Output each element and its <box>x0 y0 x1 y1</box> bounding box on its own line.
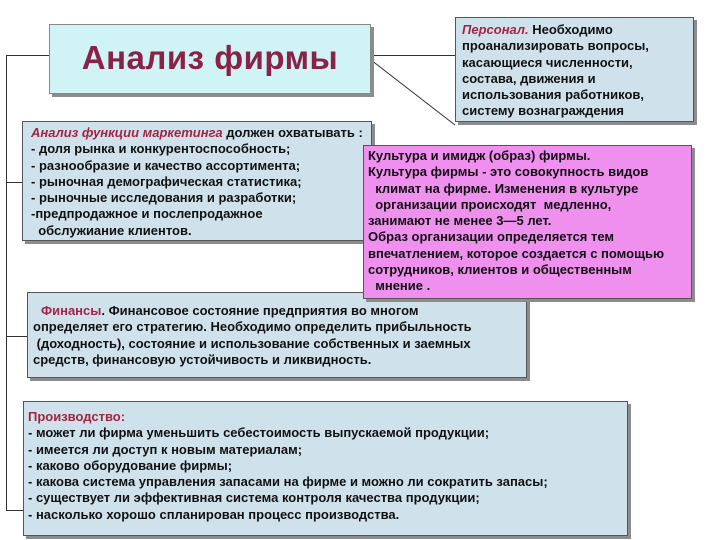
culture-line: сотрудников, клиентов и общественным <box>368 262 632 278</box>
personnel-line: Необходимо <box>528 22 613 37</box>
marketing-line: -предпродажное и послепродажное <box>31 206 263 222</box>
marketing-label: Анализ функции маркетинга <box>31 125 223 140</box>
finance-line: (доходность), состояние и использование собственных и заемных <box>33 335 471 351</box>
production-line: - имеется ли доступ к новым материалам; <box>28 441 303 457</box>
culture-line: мнение . <box>368 278 431 294</box>
personnel-line: проанализировать вопросы, <box>462 38 649 54</box>
marketing-line: обслужиание клиентов. <box>31 222 192 238</box>
culture-box <box>363 145 692 299</box>
title-box <box>49 24 371 94</box>
marketing-line: - рыночная демографическая статистика; <box>31 173 302 189</box>
culture-line: впечатлением, которое создается с помощью <box>368 245 665 261</box>
culture-text <box>368 148 687 295</box>
culture-line: Культура фирмы - это совокупность видов <box>368 164 649 180</box>
marketing-intro: должен охватывать : <box>222 125 363 140</box>
marketing-line: - доля рынка и конкурентоспособность; <box>31 141 291 157</box>
finance-box <box>27 292 527 378</box>
production-text <box>28 409 623 523</box>
finance-line: средств, финансовую устойчивость и ликвидность. <box>33 351 372 367</box>
marketing-text <box>31 125 363 239</box>
culture-line: Образ организации определяется тем <box>368 229 615 245</box>
personnel-label: Персонал. <box>462 22 529 37</box>
production-label: Производство: <box>28 409 126 424</box>
marketing-line: - рыночные исследования и разработки; <box>31 190 297 206</box>
production-line: - насколько хорошо спланирован процесс производства. <box>28 506 400 522</box>
culture-line: Культура и имидж (образ) фирмы. <box>368 148 591 163</box>
personnel-line: состава, движения и <box>462 70 596 86</box>
production-line: - может ли фирма уменьшить себестоимость выпускаемой продукции; <box>28 425 490 441</box>
personnel-line: систему вознаграждения <box>462 103 625 119</box>
finance-line: определяет его стратегию. Необходимо определить прибыльность <box>33 319 472 335</box>
page-title: Анализ фирмы <box>81 39 339 76</box>
production-box <box>23 401 628 536</box>
marketing-box <box>22 121 372 241</box>
production-line: - какова система управления запасами на фирме и можно ли сократить запасы; <box>28 474 548 490</box>
finance-label: Финансы <box>41 303 102 318</box>
marketing-line: - разнообразие и качество ассортимента; <box>31 157 301 173</box>
personnel-line: касающиеся численности, <box>462 54 633 70</box>
finance-text <box>33 303 521 368</box>
production-line: - существует ли эффективная система контроля качества продукции; <box>28 490 480 506</box>
production-line: - каково оборудование фирмы; <box>28 457 233 473</box>
finance-line: . Финансовое состояние предприятия во многом <box>101 303 419 318</box>
personnel-line: использования работников, <box>462 87 645 103</box>
culture-line: организации происходят медленно, <box>368 196 612 212</box>
personnel-text <box>462 22 687 120</box>
culture-line: климат на фирме. Изменения в культуре <box>368 180 639 196</box>
culture-line: занимают не менее 3—5 лет. <box>368 213 552 229</box>
personnel-box <box>455 17 694 122</box>
